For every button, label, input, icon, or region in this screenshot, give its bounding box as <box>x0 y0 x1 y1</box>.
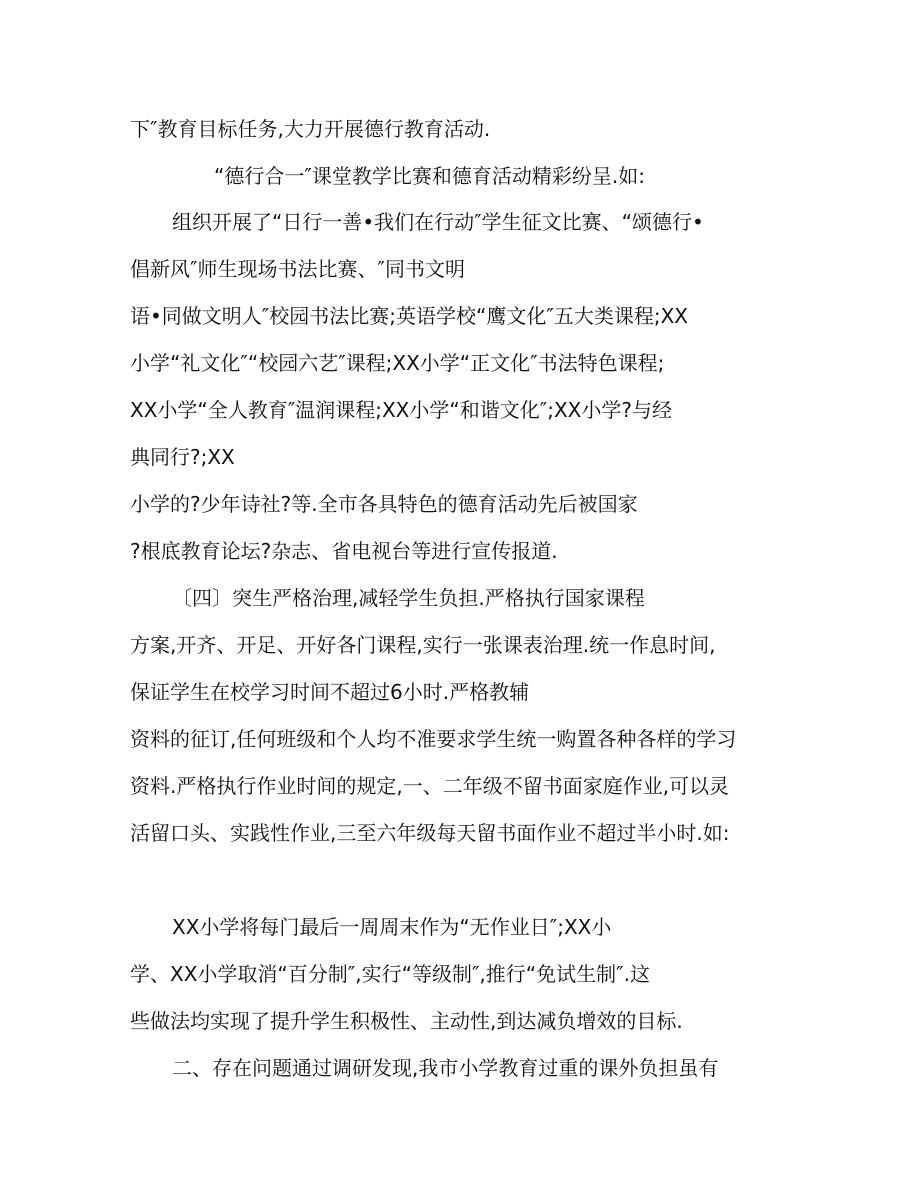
text-line-14: 资料的征订,任何班级和个人均不准要求学生统一购置各种各样的学习 <box>130 727 737 751</box>
text-line-2: “德行合一″课堂教学比赛和德育活动精彩纷呈.如: <box>214 164 645 188</box>
text-line-1: 下″教育目标任务,大力开展德行教育活动. <box>130 117 491 141</box>
text-line-19: 些做法均实现了提升学生积极性、主动性,到达减负增效的目标. <box>130 1009 683 1033</box>
text-line-10: ?根底教育论坛?杂志、省电视台等进行宣传报道. <box>130 539 558 563</box>
text-line-17: XX小学将每门最后一周周末作为“无作业日″;XX小 <box>172 915 612 939</box>
text-line-8: 典同行?;XX <box>130 445 235 469</box>
text-line-11: 〔四〕突生严格治理,减轻学生负担.严格执行国家课程 <box>172 586 645 610</box>
text-line-5: 语•同做文明人″校园书法比赛;英语学校“鹰文化″五大类课程;XX <box>130 304 688 328</box>
text-line-15: 资料.严格执行作业时间的规定,一、二年级不留书面家庭作业,可以灵 <box>130 774 730 798</box>
text-line-16: 活留口头、实践性作业,三至六年级每天留书面作业不超过半小时.如: <box>130 821 730 845</box>
text-line-12: 方案,开齐、开足、开好各门课程,实行一张课表治理.统一作息时间, <box>130 633 716 657</box>
text-line-3: 组织开展了“日行一善•我们在行动″学生征文比赛、“颂德行• <box>172 210 704 234</box>
text-line-7: XX小学“全人教育″温润课程;XX小学“和谐文化″;XX小学?与经 <box>130 398 672 422</box>
text-line-18: 学、XX小学取消“百分制″,实行“等级制″,推行“免试生制″.这 <box>130 962 650 986</box>
text-line-4: 倡新风″师生现场书法比赛、″同书文明 <box>130 257 465 281</box>
text-line-13: 保证学生在校学习时间不超过6小时.严格教辅 <box>130 680 530 704</box>
text-line-20: 二、存在问题通过调研发现,我市小学教育过重的课外负担虽有 <box>172 1056 719 1080</box>
text-line-9: 小学的?少年诗社?等.全市各具特色的德育活动先后被国家 <box>130 492 638 516</box>
text-line-6: 小学“礼文化″“校园六艺″课程;XX小学“正文化″书法特色课程; <box>130 351 665 375</box>
